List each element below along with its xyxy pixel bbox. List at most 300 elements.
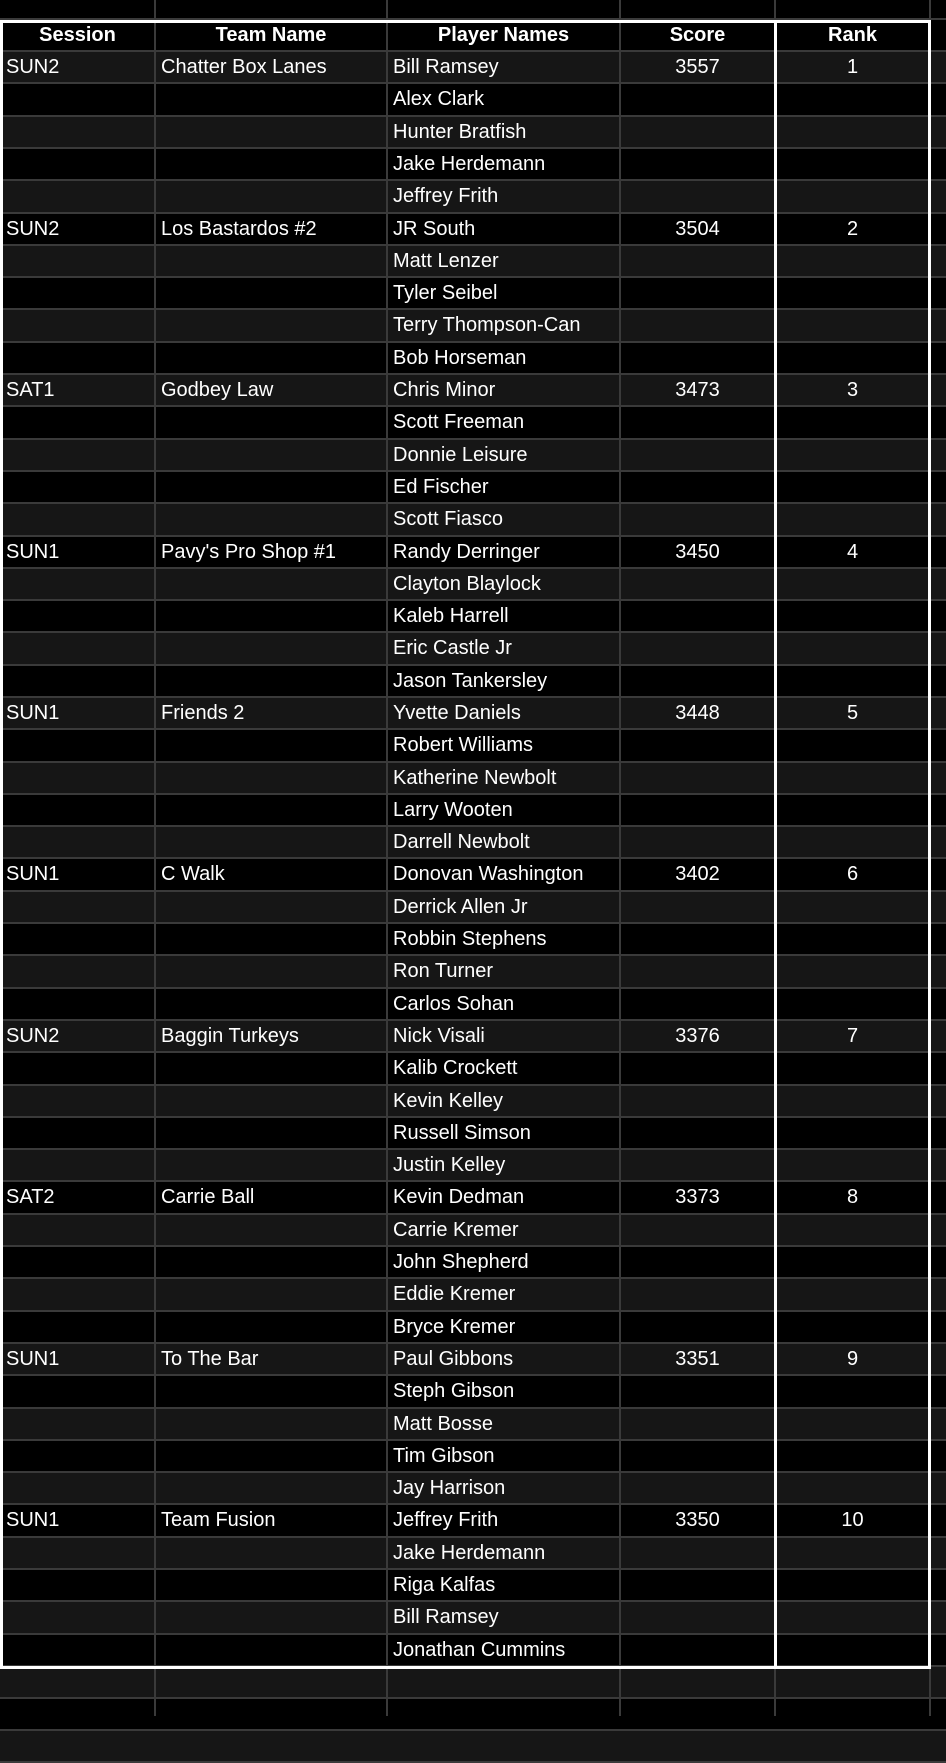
score-cell[interactable] [620, 1570, 775, 1602]
rank-cell[interactable] [775, 1635, 930, 1667]
rank-cell[interactable]: 4 [846, 541, 859, 563]
session-cell[interactable] [0, 1441, 155, 1473]
team-name-cell[interactable] [155, 989, 387, 1021]
player-name-cell[interactable]: John Shepherd [393, 1251, 529, 1273]
team-name-cell[interactable] [155, 246, 387, 278]
score-cell[interactable]: 3504 [675, 218, 720, 240]
player-name-cell[interactable]: Bill Ramsey [393, 1606, 499, 1628]
table-row [0, 1473, 946, 1505]
session-cell[interactable] [0, 117, 155, 149]
table-row [0, 1505, 946, 1538]
session-cell[interactable] [0, 181, 155, 214]
team-name-cell[interactable] [155, 601, 387, 633]
player-name-cell[interactable]: Jay Harrison [393, 1477, 506, 1499]
score-cell[interactable] [620, 763, 775, 795]
player-name-cell[interactable]: Justin Kelley [393, 1154, 506, 1176]
score-cell[interactable] [620, 504, 775, 537]
player-name-cell[interactable]: Eric Castle Jr [393, 637, 512, 659]
rank-cell[interactable] [775, 117, 930, 149]
session-cell[interactable] [0, 246, 155, 278]
table-row [0, 214, 946, 246]
table-row [0, 149, 946, 181]
player-name-cell[interactable]: Carrie Kremer [393, 1219, 519, 1241]
session-cell[interactable]: SUN2 [6, 56, 60, 78]
rank-cell[interactable]: 5 [846, 702, 859, 724]
rank-cell[interactable] [775, 84, 930, 117]
team-name-cell[interactable] [155, 1053, 387, 1086]
rank-cell[interactable]: 10 [841, 1509, 864, 1531]
score-cell[interactable] [620, 343, 775, 375]
team-name-cell[interactable]: Carrie Ball [161, 1186, 255, 1208]
rank-cell[interactable] [775, 1602, 930, 1635]
player-name-cell[interactable]: Bill Ramsey [393, 56, 499, 78]
rank-cell[interactable] [775, 278, 930, 310]
player-name-cell[interactable]: Clayton Blaylock [393, 573, 541, 595]
header-rank[interactable]: Rank [828, 24, 877, 46]
team-name-cell[interactable]: Los Bastardos #2 [161, 218, 317, 240]
score-cell[interactable] [620, 1635, 775, 1667]
player-name-cell[interactable]: Eddie Kremer [393, 1283, 516, 1305]
session-cell[interactable] [0, 892, 155, 924]
team-name-cell[interactable] [155, 633, 387, 666]
score-cell[interactable] [620, 1215, 775, 1247]
table-row [0, 763, 946, 795]
score-cell[interactable] [620, 633, 775, 666]
team-name-cell[interactable] [155, 924, 387, 956]
rank-cell[interactable] [775, 246, 930, 278]
score-cell[interactable] [620, 246, 775, 278]
player-name-cell[interactable]: Yvette Daniels [393, 702, 521, 724]
session-cell[interactable] [0, 1279, 155, 1312]
score-cell[interactable] [620, 1247, 775, 1279]
player-name-cell[interactable]: Chris Minor [393, 379, 496, 401]
team-name-cell[interactable]: Baggin Turkeys [161, 1025, 299, 1047]
rank-cell[interactable]: 9 [846, 1348, 859, 1370]
team-name-cell[interactable] [155, 1247, 387, 1279]
team-name-cell[interactable] [155, 666, 387, 698]
session-cell[interactable]: SUN1 [6, 1509, 60, 1531]
table-row [0, 795, 946, 827]
score-cell[interactable] [620, 989, 775, 1021]
session-cell[interactable] [0, 1215, 155, 1247]
session-cell[interactable] [0, 763, 155, 795]
session-cell[interactable] [0, 730, 155, 763]
column-divider [774, 0, 776, 1716]
score-cell[interactable] [620, 278, 775, 310]
team-name-cell[interactable] [155, 278, 387, 310]
score-cell[interactable]: 3557 [675, 56, 720, 78]
score-cell[interactable] [620, 472, 775, 504]
player-name-cell[interactable]: Donovan Washington [393, 863, 584, 885]
score-cell[interactable] [620, 440, 775, 472]
header-team-name[interactable]: Team Name [215, 24, 327, 46]
rank-cell[interactable] [775, 504, 930, 537]
player-name-cell[interactable]: Larry Wooten [393, 799, 513, 821]
session-cell[interactable] [0, 1376, 155, 1409]
team-name-cell[interactable] [155, 1409, 387, 1441]
table-row [0, 375, 946, 407]
score-cell[interactable] [620, 892, 775, 924]
player-name-cell[interactable]: Scott Freeman [393, 411, 525, 433]
team-name-cell[interactable] [155, 149, 387, 181]
score-cell[interactable]: 3473 [675, 379, 720, 401]
table-row [0, 827, 946, 859]
team-name-cell[interactable]: C Walk [161, 863, 225, 885]
team-name-cell[interactable] [155, 117, 387, 149]
team-name-cell[interactable] [155, 1635, 387, 1667]
session-cell[interactable] [0, 666, 155, 698]
column-divider [929, 0, 931, 1716]
score-cell[interactable] [620, 84, 775, 117]
table-row [0, 181, 946, 214]
team-name-cell[interactable] [155, 1150, 387, 1182]
team-name-cell[interactable]: Chatter Box Lanes [161, 56, 327, 78]
player-name-cell[interactable]: Tyler Seibel [393, 282, 498, 304]
session-cell[interactable] [0, 924, 155, 956]
score-cell[interactable] [620, 1118, 775, 1150]
rank-cell[interactable] [775, 1086, 930, 1118]
session-cell[interactable] [0, 84, 155, 117]
player-name-cell[interactable]: Scott Fiasco [393, 508, 504, 530]
session-cell[interactable] [0, 1473, 155, 1505]
team-name-cell[interactable]: To The Bar [161, 1348, 259, 1370]
rank-cell[interactable] [775, 601, 930, 633]
table-row [0, 472, 946, 504]
session-cell[interactable] [0, 407, 155, 440]
player-name-cell[interactable]: Tim Gibson [393, 1445, 495, 1467]
session-cell[interactable]: SUN1 [6, 1348, 60, 1370]
table-row [0, 84, 946, 117]
table-row [0, 1118, 946, 1150]
player-name-cell[interactable]: Kevin Dedman [393, 1186, 525, 1208]
player-name-cell[interactable]: Robbin Stephens [393, 928, 547, 950]
rank-cell[interactable] [775, 633, 930, 666]
table-row [0, 407, 946, 440]
session-cell[interactable] [0, 310, 155, 343]
player-name-cell[interactable]: Randy Derringer [393, 541, 540, 563]
team-name-cell[interactable] [155, 1570, 387, 1602]
rank-cell[interactable]: 1 [846, 56, 859, 78]
rank-cell[interactable] [775, 343, 930, 375]
column-divider [154, 0, 156, 1716]
team-name-cell[interactable]: Godbey Law [161, 379, 274, 401]
rank-cell[interactable]: 6 [846, 863, 859, 885]
rank-cell[interactable] [775, 1150, 930, 1182]
session-cell[interactable] [0, 1602, 155, 1635]
team-name-cell[interactable]: Team Fusion [161, 1509, 276, 1531]
session-cell[interactable] [0, 1086, 155, 1118]
score-cell[interactable] [620, 827, 775, 859]
score-cell[interactable] [620, 1538, 775, 1570]
rank-cell[interactable]: 8 [846, 1186, 859, 1208]
table-row [0, 1086, 946, 1118]
table-row [0, 1538, 946, 1570]
score-cell[interactable] [620, 181, 775, 214]
player-name-cell[interactable]: Alex Clark [393, 88, 485, 110]
score-cell[interactable] [620, 956, 775, 989]
player-name-cell[interactable]: Bryce Kremer [393, 1316, 516, 1338]
team-name-cell[interactable] [155, 1538, 387, 1570]
session-cell[interactable]: SUN1 [6, 863, 60, 885]
rank-cell[interactable] [775, 730, 930, 763]
team-name-cell[interactable] [155, 472, 387, 504]
rank-cell[interactable]: 7 [846, 1025, 859, 1047]
rank-cell[interactable] [775, 1441, 930, 1473]
table-row [0, 569, 946, 601]
table-row [0, 698, 946, 730]
rank-cell[interactable] [775, 1215, 930, 1247]
session-cell[interactable] [0, 1312, 155, 1344]
table-row [0, 1409, 946, 1441]
score-cell[interactable]: 3448 [675, 702, 720, 724]
player-name-cell[interactable]: Jake Herdemann [393, 1542, 546, 1564]
score-cell[interactable] [620, 1053, 775, 1086]
player-name-cell[interactable]: Kaleb Harrell [393, 605, 509, 627]
rank-cell[interactable] [775, 1247, 930, 1279]
score-cell[interactable] [620, 666, 775, 698]
score-cell[interactable] [620, 407, 775, 440]
rank-cell[interactable] [775, 1118, 930, 1150]
empty-row [0, 0, 946, 20]
session-cell[interactable] [0, 956, 155, 989]
session-cell[interactable]: SUN2 [6, 1025, 60, 1047]
session-cell[interactable] [0, 1247, 155, 1279]
session-cell[interactable] [0, 1118, 155, 1150]
player-name-cell[interactable]: Darrell Newbolt [393, 831, 530, 853]
rank-cell[interactable] [775, 472, 930, 504]
player-name-cell[interactable]: Donnie Leisure [393, 444, 528, 466]
session-cell[interactable]: SUN1 [6, 541, 60, 563]
team-name-cell[interactable] [155, 569, 387, 601]
score-cell[interactable] [620, 1312, 775, 1344]
score-cell[interactable] [620, 1086, 775, 1118]
team-name-cell[interactable] [155, 310, 387, 343]
session-cell[interactable]: SAT1 [6, 379, 55, 401]
session-cell[interactable] [0, 795, 155, 827]
player-name-cell[interactable]: Jonathan Cummins [393, 1639, 566, 1661]
team-name-cell[interactable] [155, 84, 387, 117]
score-cell[interactable] [620, 149, 775, 181]
player-name-cell[interactable]: Russell Simson [393, 1122, 531, 1144]
rank-cell[interactable] [775, 181, 930, 214]
score-cell[interactable] [620, 730, 775, 763]
score-cell[interactable] [620, 795, 775, 827]
rank-cell[interactable] [775, 989, 930, 1021]
team-name-cell[interactable] [155, 1279, 387, 1312]
table-row [0, 859, 946, 892]
team-name-cell[interactable] [155, 763, 387, 795]
table-row [0, 730, 946, 763]
table-row [0, 1215, 946, 1247]
team-name-cell[interactable] [155, 795, 387, 827]
team-name-cell[interactable] [155, 1602, 387, 1635]
table-row [0, 343, 946, 375]
player-name-cell[interactable]: Matt Bosse [393, 1413, 494, 1435]
table-row [0, 310, 946, 343]
rank-cell[interactable] [775, 795, 930, 827]
table-row [0, 892, 946, 924]
rank-cell[interactable] [775, 310, 930, 343]
score-cell[interactable] [620, 1602, 775, 1635]
table-row [0, 1182, 946, 1215]
rank-cell[interactable] [775, 407, 930, 440]
rank-cell[interactable] [775, 440, 930, 472]
table-row [0, 117, 946, 149]
team-name-cell[interactable] [155, 1118, 387, 1150]
score-cell[interactable] [620, 310, 775, 343]
player-name-cell[interactable]: Steph Gibson [393, 1380, 515, 1402]
session-cell[interactable] [0, 601, 155, 633]
score-cell[interactable] [620, 1409, 775, 1441]
score-cell[interactable] [620, 1150, 775, 1182]
player-name-cell[interactable]: Kalib Crockett [393, 1057, 518, 1079]
session-cell[interactable] [0, 149, 155, 181]
session-cell[interactable] [0, 343, 155, 375]
table-row [0, 1279, 946, 1312]
team-name-cell[interactable] [155, 407, 387, 440]
player-name-cell[interactable]: Ron Turner [393, 960, 494, 982]
team-name-cell[interactable] [155, 1473, 387, 1505]
player-name-cell[interactable]: Carlos Sohan [393, 993, 515, 1015]
player-name-cell[interactable]: Terry Thompson-Can [393, 314, 581, 336]
session-cell[interactable] [0, 278, 155, 310]
rank-cell[interactable] [775, 1538, 930, 1570]
score-cell[interactable] [620, 1441, 775, 1473]
score-cell[interactable]: 3402 [675, 863, 720, 885]
table-row [0, 1247, 946, 1279]
table-row [0, 1602, 946, 1635]
session-cell[interactable] [0, 440, 155, 472]
session-cell[interactable] [0, 472, 155, 504]
rank-cell[interactable] [775, 149, 930, 181]
score-cell[interactable]: 3450 [675, 541, 720, 563]
table-row [0, 666, 946, 698]
rank-cell[interactable] [775, 1570, 930, 1602]
team-name-cell[interactable] [155, 1376, 387, 1409]
rank-cell[interactable] [775, 763, 930, 795]
session-cell[interactable] [0, 989, 155, 1021]
rank-cell[interactable] [775, 1473, 930, 1505]
player-name-cell[interactable]: Derrick Allen Jr [393, 896, 528, 918]
table-row [0, 278, 946, 310]
table-row [0, 246, 946, 278]
session-cell[interactable] [0, 569, 155, 601]
session-cell[interactable]: SUN1 [6, 702, 60, 724]
score-cell[interactable] [620, 117, 775, 149]
player-name-cell[interactable]: Kevin Kelley [393, 1090, 504, 1112]
score-cell[interactable]: 3373 [675, 1186, 720, 1208]
session-cell[interactable]: SAT2 [6, 1186, 55, 1208]
team-name-cell[interactable] [155, 892, 387, 924]
team-name-cell[interactable] [155, 827, 387, 859]
column-divider [386, 0, 388, 1716]
score-cell[interactable] [620, 924, 775, 956]
player-name-cell[interactable]: Riga Kalfas [393, 1574, 496, 1596]
player-name-cell[interactable]: Paul Gibbons [393, 1348, 514, 1370]
session-cell[interactable]: SUN2 [6, 218, 60, 240]
player-name-cell[interactable]: Jake Herdemann [393, 153, 546, 175]
session-cell[interactable] [0, 1150, 155, 1182]
header-player-name[interactable]: Player Names [437, 24, 570, 46]
team-name-cell[interactable] [155, 343, 387, 375]
rank-cell[interactable] [775, 924, 930, 956]
score-cell[interactable] [620, 569, 775, 601]
rank-cell[interactable] [775, 827, 930, 859]
table-row [0, 1570, 946, 1602]
team-name-cell[interactable] [155, 181, 387, 214]
rank-cell[interactable] [775, 956, 930, 989]
score-cell[interactable] [620, 601, 775, 633]
header-session[interactable]: Session [39, 24, 116, 46]
team-name-cell[interactable]: Pavy's Pro Shop #1 [161, 541, 337, 563]
player-name-cell[interactable]: Jeffrey Frith [393, 185, 499, 207]
session-cell[interactable] [0, 1053, 155, 1086]
table-row [0, 1376, 946, 1409]
player-name-cell[interactable]: Jason Tankersley [393, 670, 548, 692]
rank-cell[interactable]: 2 [846, 218, 859, 240]
team-name-cell[interactable] [155, 730, 387, 763]
table-row [0, 537, 946, 569]
team-name-cell[interactable] [155, 504, 387, 537]
session-cell[interactable] [0, 827, 155, 859]
rank-cell[interactable]: 3 [846, 379, 859, 401]
rank-cell[interactable] [775, 569, 930, 601]
session-cell[interactable] [0, 504, 155, 537]
player-name-cell[interactable]: Nick Visali [393, 1025, 485, 1047]
player-name-cell[interactable]: Ed Fischer [393, 476, 489, 498]
player-name-cell[interactable]: Katherine Newbolt [393, 767, 557, 789]
player-name-cell[interactable]: Hunter Bratfish [393, 121, 527, 143]
table-row [0, 633, 946, 666]
empty-row [0, 1699, 946, 1731]
team-name-cell[interactable] [155, 440, 387, 472]
rank-cell[interactable] [775, 1312, 930, 1344]
header-row [0, 20, 946, 52]
score-cell[interactable]: 3351 [675, 1348, 720, 1370]
team-name-cell[interactable] [155, 1312, 387, 1344]
team-name-cell[interactable] [155, 956, 387, 989]
rank-cell[interactable] [775, 1279, 930, 1312]
score-cell[interactable] [620, 1473, 775, 1505]
session-cell[interactable] [0, 1538, 155, 1570]
rank-cell[interactable] [775, 666, 930, 698]
player-name-cell[interactable]: Jeffrey Frith [393, 1509, 499, 1531]
rank-cell[interactable] [775, 892, 930, 924]
team-name-cell[interactable]: Friends 2 [161, 702, 245, 724]
rank-cell[interactable] [775, 1376, 930, 1409]
score-cell[interactable] [620, 1376, 775, 1409]
player-name-cell[interactable]: Robert Williams [393, 734, 534, 756]
player-name-cell[interactable]: JR South [393, 218, 476, 240]
header-score[interactable]: Score [669, 24, 726, 46]
rank-cell[interactable] [775, 1053, 930, 1086]
player-name-cell[interactable]: Bob Horseman [393, 347, 527, 369]
table-row [0, 1150, 946, 1182]
team-name-cell[interactable] [155, 1441, 387, 1473]
score-cell[interactable] [620, 1279, 775, 1312]
player-name-cell[interactable]: Matt Lenzer [393, 250, 499, 272]
session-cell[interactable] [0, 633, 155, 666]
session-cell[interactable] [0, 1635, 155, 1667]
table-row [0, 1053, 946, 1086]
team-name-cell[interactable] [155, 1215, 387, 1247]
score-cell[interactable]: 3376 [675, 1025, 720, 1047]
rank-cell[interactable] [775, 1409, 930, 1441]
score-cell[interactable]: 3350 [675, 1509, 720, 1531]
session-cell[interactable] [0, 1409, 155, 1441]
session-cell[interactable] [0, 1570, 155, 1602]
team-name-cell[interactable] [155, 1086, 387, 1118]
